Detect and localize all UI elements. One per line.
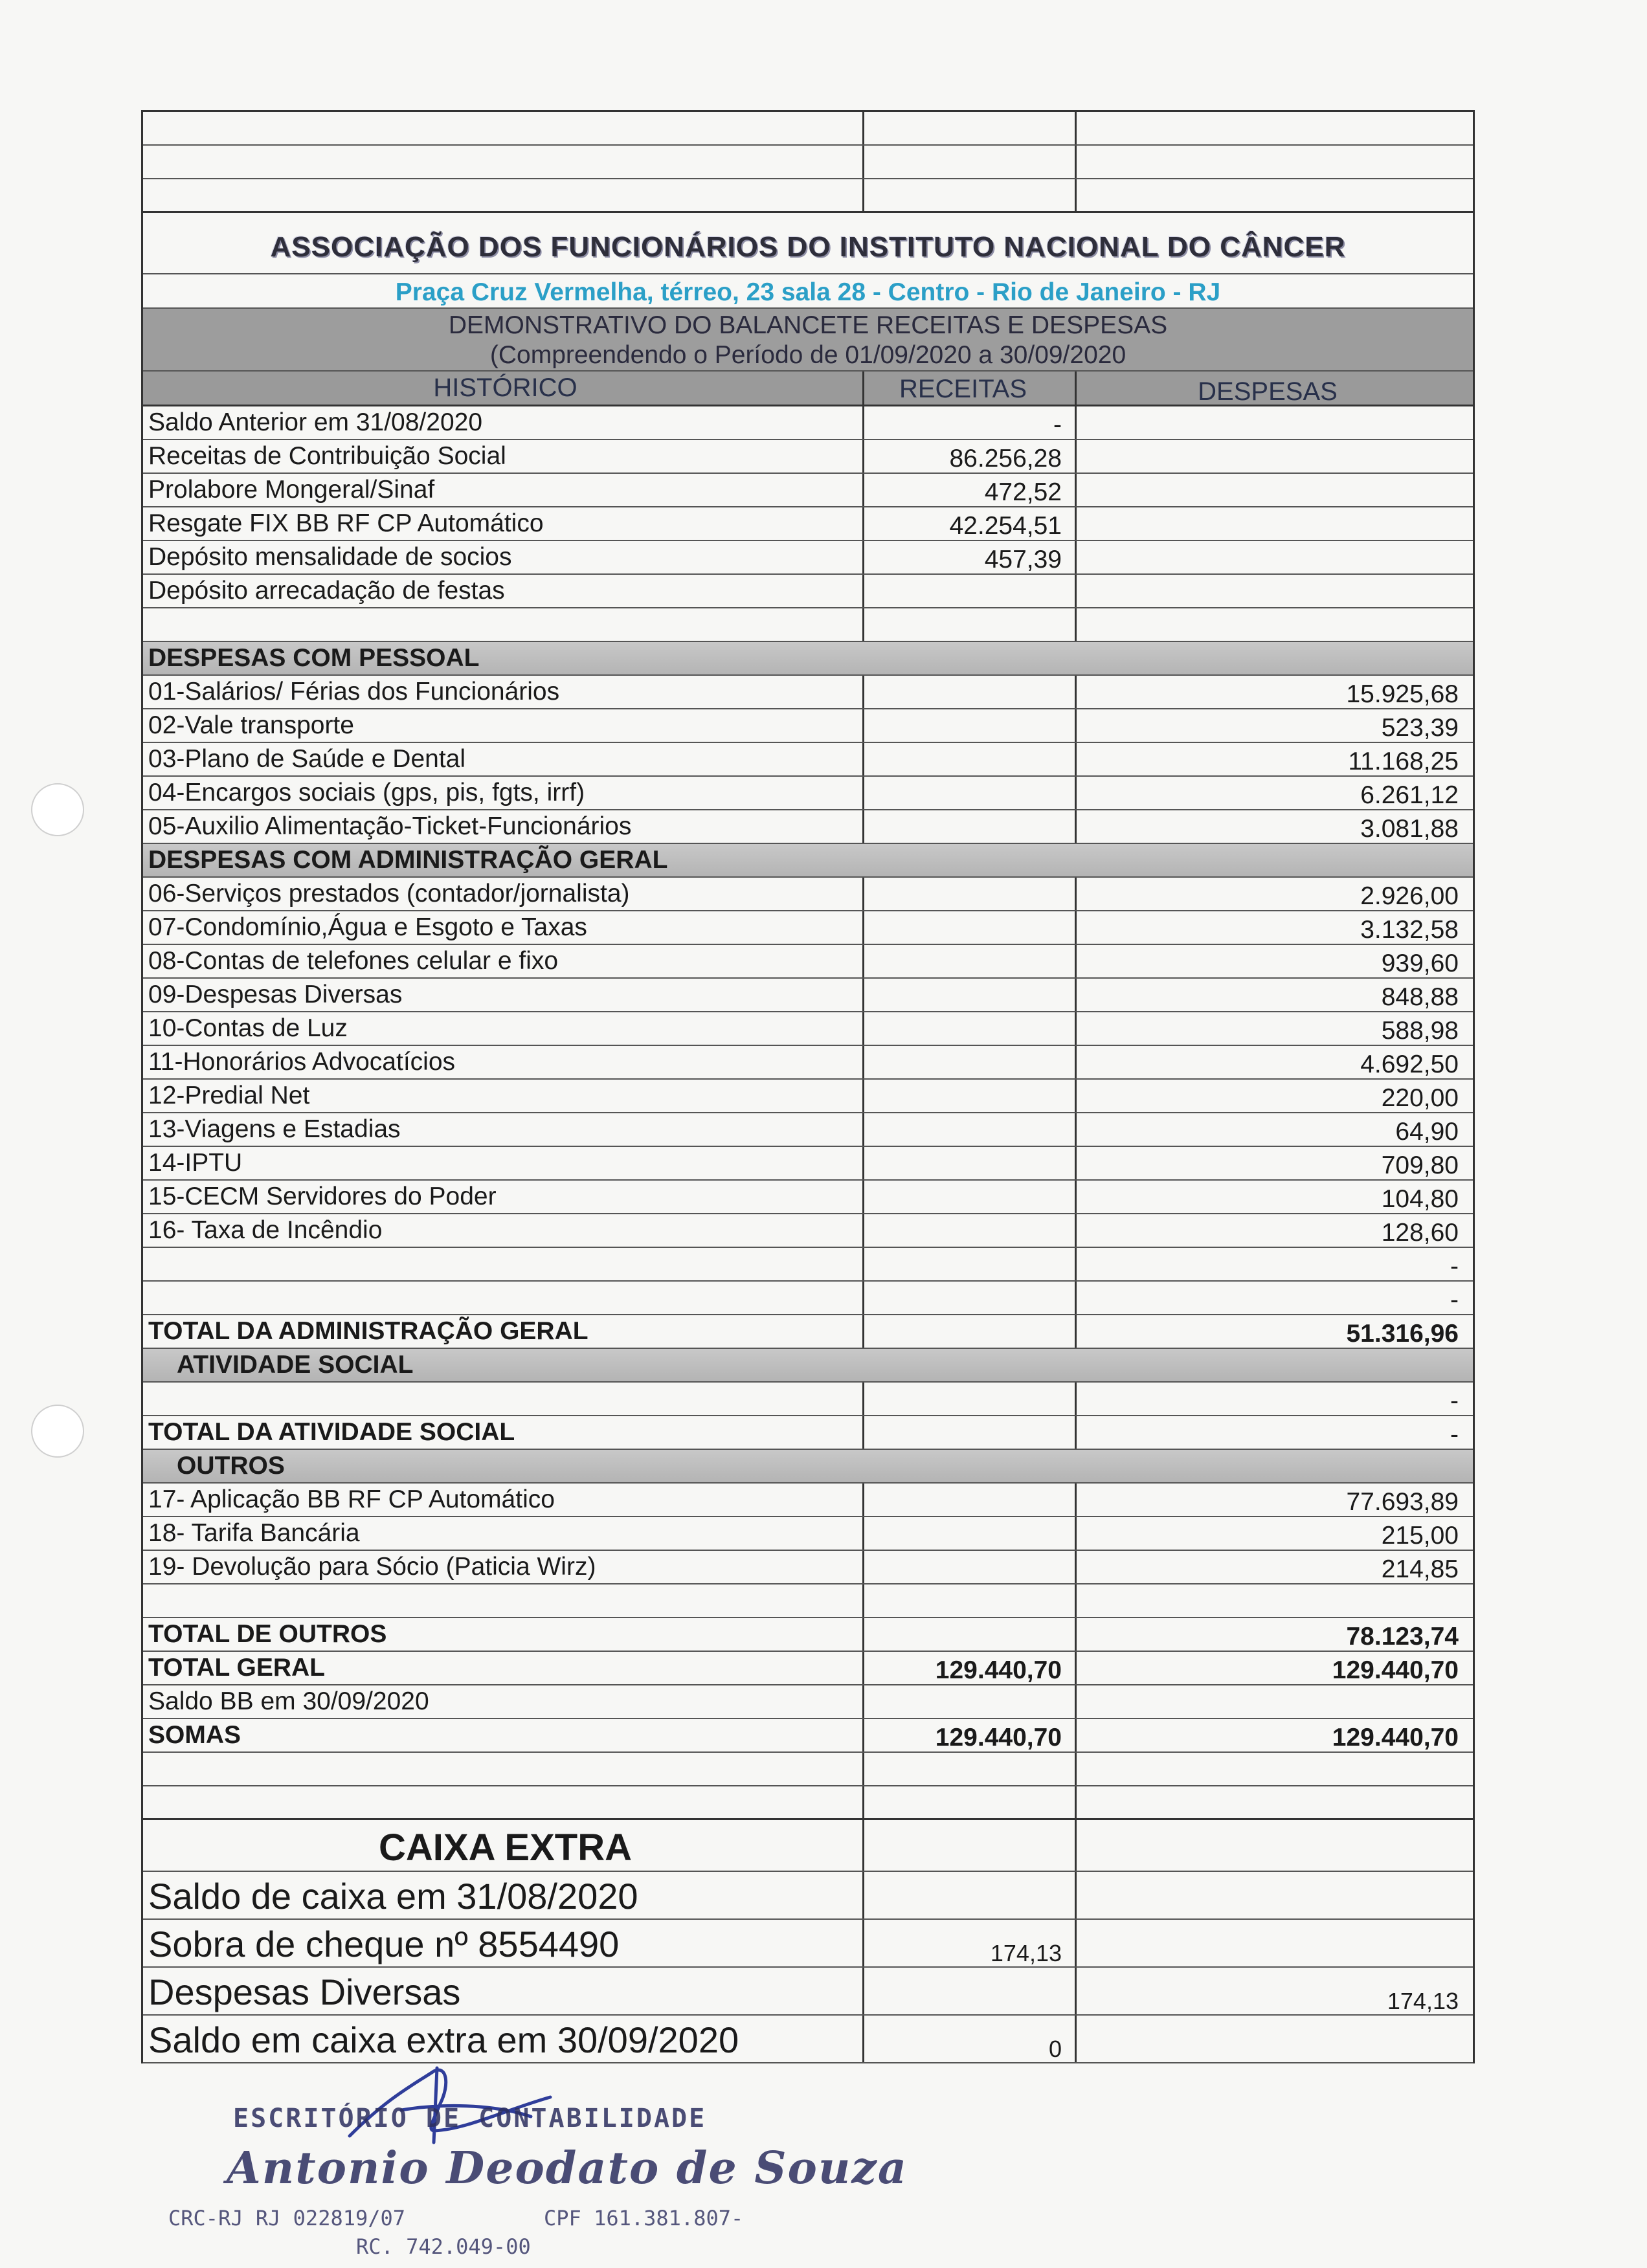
caixa-extra-row — [143, 1968, 1473, 2016]
row-label: 01-Salários/ Férias dos Funcionários — [148, 678, 560, 706]
statement-title-row — [143, 309, 1473, 340]
admin-heading-row — [143, 844, 1473, 878]
row-label: 11-Honorários Advocatícios — [148, 1048, 456, 1076]
row-label: 13-Viagens e Estadias — [148, 1115, 401, 1143]
blank-row — [143, 112, 1473, 146]
row-label: 03-Plano de Saúde e Dental — [148, 745, 466, 773]
row-despesa: 64,90 — [1395, 1118, 1459, 1146]
somas-label: SOMAS — [148, 1721, 241, 1749]
row-label: 10-Contas de Luz — [148, 1014, 348, 1042]
others-row — [143, 1484, 1473, 1517]
receipts-section — [143, 406, 1473, 608]
row-label: Sobra de cheque nº 8554490 — [148, 1924, 620, 1964]
row-despesa: 523,39 — [1381, 714, 1459, 742]
punch-hole-top — [31, 783, 84, 836]
row-label: 04-Encargos sociais (gps, pis, fgts, irrf) — [148, 779, 585, 806]
balance-sheet-table — [141, 110, 1475, 2063]
others-heading: OUTROS — [177, 1452, 285, 1480]
social-total-row — [143, 1416, 1473, 1450]
row-receita: 174,13 — [990, 1940, 1062, 1966]
others-total-label: TOTAL DE OUTROS — [148, 1620, 387, 1648]
others-row — [143, 1517, 1473, 1551]
row-despesa: 2.926,00 — [1360, 882, 1459, 910]
personnel-row — [143, 810, 1473, 844]
row-label: Saldo Anterior em 31/08/2020 — [148, 408, 483, 436]
social-heading: ATIVIDADE SOCIAL — [177, 1351, 414, 1379]
row-receita: 457,39 — [984, 546, 1062, 573]
row-label: 09-Despesas Diversas — [148, 981, 403, 1008]
personnel-heading-row — [143, 642, 1473, 676]
caixa-extra-row — [143, 2016, 1473, 2063]
stamp-name: Antonio Deodato de Souza — [227, 2142, 908, 2194]
blank-row — [143, 1753, 1473, 1786]
row-despesa: 104,80 — [1381, 1185, 1459, 1213]
row-despesa: 214,85 — [1381, 1555, 1459, 1583]
total-geral-receitas: 129.440,70 — [935, 1656, 1062, 1684]
association-title: ASSOCIAÇÃO DOS FUNCIONÁRIOS DO INSTITUTO NACIONAL DO CÂNCER — [270, 231, 1346, 263]
total-geral-label: TOTAL GERAL — [148, 1654, 325, 1682]
personnel-row — [143, 709, 1473, 743]
row-label: Despesas Diversas — [148, 1972, 461, 2012]
row-despesa: 128,60 — [1381, 1219, 1459, 1247]
receipt-row — [143, 507, 1473, 541]
col-receitas: RECEITAS — [899, 375, 1027, 403]
blank-row — [143, 608, 1473, 642]
admin-row — [143, 1046, 1473, 1080]
admin-row — [143, 1181, 1473, 1214]
caixa-extra-row — [143, 1920, 1473, 1968]
row-receita: 86.256,28 — [949, 445, 1062, 472]
row-despesa: 15.925,68 — [1346, 680, 1459, 708]
personnel-row — [143, 777, 1473, 810]
admin-blank-dash-1: - — [1450, 1252, 1459, 1280]
admin-heading: DESPESAS COM ADMINISTRAÇÃO GERAL — [148, 846, 668, 874]
others-section — [143, 1484, 1473, 1584]
admin-row — [143, 1113, 1473, 1147]
address-row — [143, 274, 1473, 309]
others-row — [143, 1551, 1473, 1584]
row-despesa: 77.693,89 — [1346, 1488, 1459, 1516]
row-label: 18- Tarifa Bancária — [148, 1519, 360, 1547]
row-label: Depósito mensalidade de socios — [148, 543, 512, 571]
row-despesa: 4.692,50 — [1360, 1051, 1459, 1078]
somas-despesas: 129.440,70 — [1332, 1724, 1459, 1751]
row-label: 02-Vale transporte — [148, 711, 354, 739]
row-label: 15-CECM Servidores do Poder — [148, 1183, 497, 1210]
col-despesas: DESPESAS — [1198, 377, 1338, 406]
saldo-bb-row — [143, 1685, 1473, 1719]
somas-row — [143, 1719, 1473, 1753]
blank-row — [143, 1786, 1473, 1820]
others-heading-row — [143, 1450, 1473, 1484]
row-label: 17- Aplicação BB RF CP Automático — [148, 1485, 555, 1513]
row-label: 12-Predial Net — [148, 1082, 310, 1109]
row-despesa: 848,88 — [1381, 983, 1459, 1011]
others-total-row — [143, 1618, 1473, 1652]
personnel-section — [143, 676, 1473, 844]
caixa-extra-row — [143, 1872, 1473, 1920]
social-total-label: TOTAL DA ATIVIDADE SOCIAL — [148, 1418, 515, 1446]
row-despesa: 588,98 — [1381, 1017, 1459, 1045]
row-despesa: 939,60 — [1381, 950, 1459, 977]
admin-blank-dash-2: - — [1450, 1286, 1459, 1314]
row-receita: 0 — [1048, 2036, 1062, 2062]
admin-row — [143, 1214, 1473, 1248]
stamp-crc: CRC-RJ RJ 022819/07 — [168, 2206, 406, 2230]
row-label: Prolabore Mongeral/Sinaf — [148, 476, 435, 504]
row-label: 07-Condomínio,Água e Esgoto e Taxas — [148, 913, 587, 941]
caixa-extra-title-row — [143, 1820, 1473, 1872]
row-label: Resgate FIX BB RF CP Automático — [148, 509, 544, 537]
association-title-row — [143, 213, 1473, 274]
caixa-extra-section — [143, 1872, 1473, 2063]
row-receita: 472,52 — [984, 478, 1062, 506]
row-despesa: 6.261,12 — [1360, 781, 1459, 809]
admin-row — [143, 1147, 1473, 1181]
row-despesa: 174,13 — [1387, 1988, 1459, 2014]
punch-hole-bottom — [31, 1405, 84, 1458]
row-despesa: 215,00 — [1381, 1522, 1459, 1550]
row-receita: 42.254,51 — [949, 512, 1062, 540]
row-label: 08-Contas de telefones celular e fixo — [148, 947, 559, 975]
blank-row — [143, 1248, 1473, 1282]
receipt-row — [143, 575, 1473, 608]
row-label: 06-Serviços prestados (contador/jornalista) — [148, 880, 630, 907]
social-blank-dash: - — [1450, 1387, 1459, 1415]
admin-total-label: TOTAL DA ADMINISTRAÇÃO GERAL — [148, 1317, 588, 1345]
blank-row — [143, 179, 1473, 213]
row-label: 19- Devolução para Sócio (Paticia Wirz) — [148, 1553, 596, 1581]
statement-period: (Compreendendo o Período de 01/09/2020 a 30/09/2020 — [489, 341, 1126, 369]
personnel-heading: DESPESAS COM PESSOAL — [148, 644, 480, 672]
receipt-row — [143, 406, 1473, 440]
row-label: 16- Taxa de Incêndio — [148, 1216, 383, 1244]
row-despesa: 220,00 — [1381, 1084, 1459, 1112]
total-geral-row — [143, 1652, 1473, 1685]
stamp-office: ESCRITÓRIO DE CONTABILIDADE — [233, 2104, 707, 2133]
col-historico: HISTÓRICO — [433, 373, 577, 402]
receipt-row — [143, 440, 1473, 474]
social-total-value: - — [1450, 1421, 1459, 1449]
admin-section — [143, 878, 1473, 1248]
admin-row — [143, 911, 1473, 945]
row-receita: - — [1053, 411, 1062, 439]
row-label: Receitas de Contribuição Social — [148, 442, 506, 470]
blank-row — [143, 1282, 1473, 1315]
period-row — [143, 340, 1473, 372]
blank-row — [143, 1383, 1473, 1416]
row-label: 05-Auxilio Alimentação-Ticket-Funcionários — [148, 812, 632, 840]
receipt-row — [143, 474, 1473, 507]
total-geral-despesas: 129.440,70 — [1332, 1656, 1459, 1684]
admin-total-row — [143, 1315, 1473, 1349]
caixa-extra-title: CAIXA EXTRA — [379, 1827, 632, 1869]
stamp-cpf: CPF 161.381.807- — [544, 2206, 744, 2230]
admin-total-value: 51.316,96 — [1346, 1320, 1459, 1348]
row-despesa: 709,80 — [1381, 1151, 1459, 1179]
others-total-value: 78.123,74 — [1346, 1623, 1459, 1651]
admin-row — [143, 1080, 1473, 1113]
admin-row — [143, 945, 1473, 979]
row-label: 14-IPTU — [148, 1149, 243, 1177]
column-header-row — [143, 372, 1473, 406]
personnel-row — [143, 743, 1473, 777]
social-heading-row — [143, 1349, 1473, 1383]
row-despesa: 3.132,58 — [1360, 916, 1459, 944]
row-label: Depósito arrecadação de festas — [148, 577, 505, 605]
statement-title: DEMONSTRATIVO DO BALANCETE RECEITAS E DESPESAS — [448, 311, 1168, 339]
blank-row — [143, 1584, 1473, 1618]
row-label: Saldo em caixa extra em 30/09/2020 — [148, 2019, 739, 2060]
association-address: Praça Cruz Vermelha, térreo, 23 sala 28 - Centro - Rio de Janeiro - RJ — [395, 278, 1221, 306]
accountant-stamp — [168, 2091, 908, 2265]
row-despesa: 3.081,88 — [1360, 815, 1459, 843]
receipt-row — [143, 541, 1473, 575]
blank-row — [143, 146, 1473, 179]
personnel-row — [143, 676, 1473, 709]
stamp-rc: RC. 742.049-00 — [356, 2234, 531, 2259]
admin-row — [143, 878, 1473, 911]
admin-row — [143, 979, 1473, 1012]
saldo-bb-label: Saldo BB em 30/09/2020 — [148, 1687, 429, 1715]
somas-receitas: 129.440,70 — [935, 1724, 1062, 1751]
admin-row — [143, 1012, 1473, 1046]
row-despesa: 11.168,25 — [1348, 748, 1459, 775]
row-label: Saldo de caixa em 31/08/2020 — [148, 1876, 638, 1917]
